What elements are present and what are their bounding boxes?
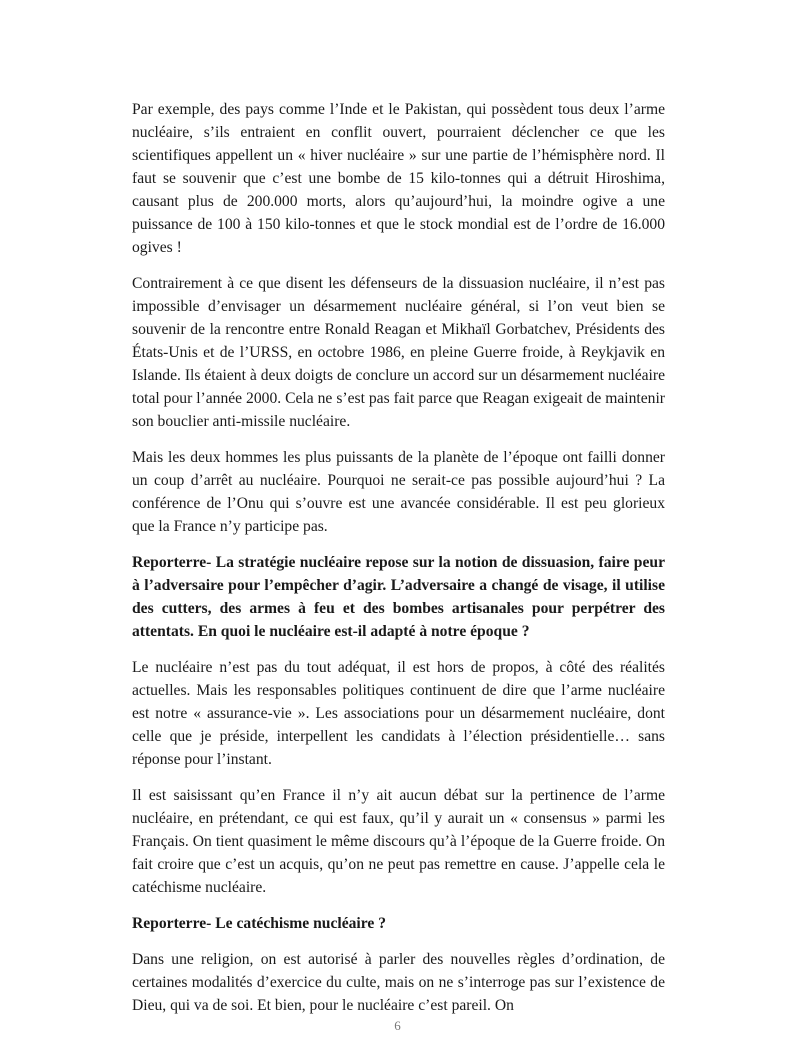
interview-question: Reporterre- La stratégie nucléaire repose sur la notion de dissuasion, faire peur à l’adversaire pour l’empêcher d’agir. L’adversaire a changé de visage, il utilise des cutters, des armes à feu et des bombes artisanales pour perpétrer des attentats. En quoi le nucléaire est-il adapté à notre époque ?	[132, 554, 665, 640]
paragraph: Le nucléaire n’est pas du tout adéquat, il est hors de propos, à côté des réalités actuelles. Mais les responsables politiques continuent de dire que l’arme nucléaire est notre « assurance-vie ». Les associations pour un désarmement nucléaire, dont celle que je préside, interpellent les candidats à l’élection présidentielle… sans réponse pour l’instant.	[132, 659, 665, 768]
page-number: 6	[394, 1018, 401, 1033]
paragraph: Il est saisissant qu’en France il n’y ait aucun débat sur la pertinence de l’arme nucléaire, en prétendant, ce qui est faux, qu’il y aurait un « consensus » parmi les Français. On tient quasiment le même discours qu’à l’époque de la Guerre froide. On fait croire que c’est un acquis, qu’on ne peut pas remettre en cause. J’appelle cela le catéchisme nucléaire.	[132, 787, 665, 896]
paragraph: Dans une religion, on est autorisé à parler des nouvelles règles d’ordination, de certaines modalités d’exercice du culte, mais on ne s’interroge pas sur l’existence de Dieu, qui va de soi. Et bien, pour le nucléaire c’est pareil. On	[132, 951, 665, 1014]
paragraph: Mais les deux hommes les plus puissants de la planète de l’époque ont failli donner un coup d’arrêt au nucléaire. Pourquoi ne serait-ce pas possible aujourd’hui ? La conférence de l’Onu qui s’ouvre est une avancée considérable. Il est peu glorieux que la France n’y participe pas.	[132, 449, 665, 535]
body-text	[132, 98, 665, 1030]
paragraph: Par exemple, des pays comme l’Inde et le Pakistan, qui possèdent tous deux l’arme nucléaire, s’ils entraient en conflit ouvert, pourraient déclencher ce que les scientifiques appellent un « hiver nucléaire » sur une partie de l’hémisphère nord. Il faut se souvenir que c’est une bombe de 15 kilo-tonnes qui a détruit Hiroshima, causant plus de 200.000 morts, alors qu’aujourd’hui, la moindre ogive a une puissance de 100 à 150 kilo-tonnes et que le stock mondial est de l’ordre de 16.000 ogives !	[132, 101, 665, 256]
paragraph: Contrairement à ce que disent les défenseurs de la dissuasion nucléaire, il n’est pas impossible d’envisager un désarmement nucléaire général, si l’on veut bien se souvenir de la rencontre entre Ronald Reagan et Mikhaïl Gorbatchev, Présidents des États-Unis et de l’URSS, en octobre 1986, en pleine Guerre froide, à Reykjavik en Islande. Ils étaient à deux doigts de conclure un accord sur un désarmement nucléaire total pour l’année 2000. Cela ne s’est pas fait parce que Reagan exigeait de maintenir son bouclier anti-missile nucléaire.	[132, 275, 665, 430]
interview-question: Reporterre- Le catéchisme nucléaire ?	[132, 915, 387, 932]
